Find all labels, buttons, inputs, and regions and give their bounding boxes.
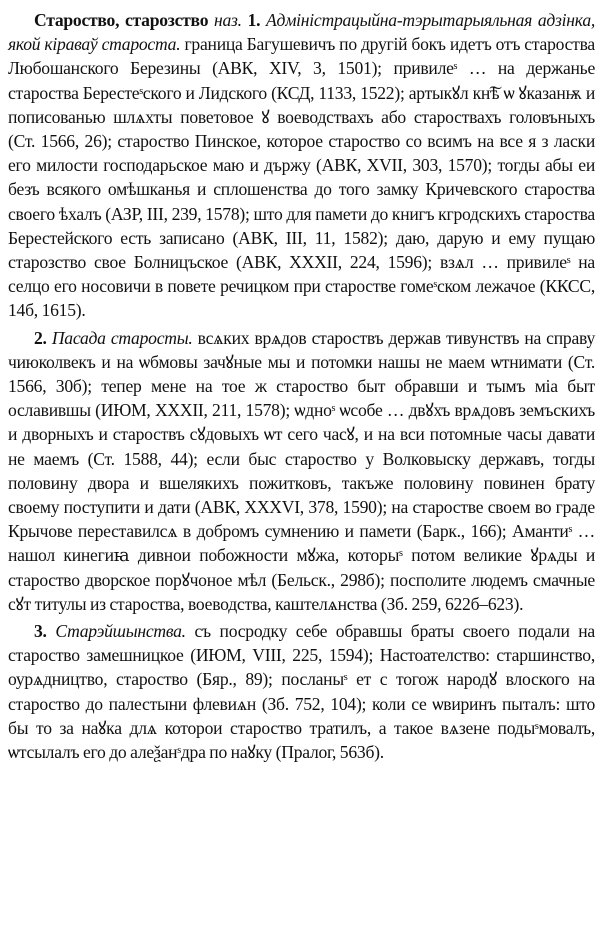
sense-2-paragraph — [8, 326, 595, 616]
sense-3-gloss: Старэйшынства. — [55, 621, 186, 642]
sense-1-gloss: Адміністрацыйна-тэрытарыяльная адзінка, якой кіраваў староста. — [8, 10, 596, 55]
sense-2-citations: всѧких врѧдов староствъ держав тивунствъ на справу чиюколвекъ и на ѡбмовы зачꙋные мы и потомки нашы не маем ѡтнимати (Ст. 1566, 30б); тепер мене на тое ж староство быт обравши и тымъ міа быт ославившы (ИЮМ, XXXII, 211, 1578); ѡдноˢ ѡсобе … двꙋхъ врѧдовъ земъскихъ и дворныхъ и староствъ сꙋдовыхъ ѡт сего часꙋ, и на вси потомные часы давати не маемъ (Ст. 1588, 44); если быс староство у Волковыску державъ, тогды половину двора и вшелякихъ пожитковъ, такъже половину повинен брату своему поступити и дати (АВК, XXXVI, 378, 1590); на старостве своем во граде Крычове переставилсѧ в добромъ сумнению и памети (Барк., 166); Амантиˢ … нашол кинегиꙗ дивнои побожности мꙋжа, которыˢ потом великие ꙋрѧды и староство дворское порꙋчоное мѣл (Бельск., 298б); посполите людемъ смачные сꙋт титулы из староства, воеводства, каштелѧнства (Зб. 259, 622б–623). — [8, 327, 596, 614]
sense-3-number: 3. — [34, 621, 47, 642]
sense-3-paragraph — [8, 619, 595, 764]
sense-3-citations: съ посродку себе обравшы браты своего подали на староство замешницкое (ИЮМ, VIII, 225, 1594); Настоателство: старшинство, оурѧдництво, староство (Бяр., 89); посланыˢ ет с тогож народꙋ влоского на староство до палестыни флевиѧн (Зб. 752, 104); коли се ѡвиринъ пыталъ: што бы то за наꙋка длѧ которои староство тратилъ, а такое вѧзене подыˢмовалъ, ѡтсылалъ его до алеѯанˢдра по наꙋку (Пралог, 563б). — [8, 621, 595, 763]
headword: Староство, старозство — [34, 10, 209, 30]
sense-2-gloss: Пасада старосты. — [51, 327, 193, 348]
sense-2-number: 2. — [34, 327, 47, 348]
part-of-speech: наз. — [214, 10, 242, 30]
sense-1-paragraph — [8, 8, 595, 323]
sense-1-number: 1. — [247, 10, 261, 30]
sense-1-citations: граница Багушевичъ по другій бокъ идетъ отъ староства Любошанского Березины (АВК, XIV, 3, 1501); привилеˢ … на держанье староства Берестеˢского и Лидского (КСД, 1133, 1522); артыкꙋл кн͠ѣ ѡ ꙋказанѭ и пописованью шлѧхты поветовое ꙋ воеводствахъ або староствахъ головъныхъ (Ст. 1566, 26); староство Пинское, которое староство со всимъ на все я з ласки его милости господарьское маю и държу (АВК, XVII, 303, 1570); тогды абы еи безъ всякого омѣшканья и сплошенства до того замку Кричевского староства своего ѣхалъ (АЗР, III, 239, 1578); што для памети до книгъ кгродскихъ староства Берестейского есть записано (АВК, III, 11, 1582); даю, дарую и ему пущаю старозство свое Болницъское (АВК, XXXII, 224, 1596); взѧл … привилеˢ на селцо его носовичи в повете речицком при старостве гомеˢском лежачое (ККСС, 14б, 1615). — [8, 34, 595, 321]
